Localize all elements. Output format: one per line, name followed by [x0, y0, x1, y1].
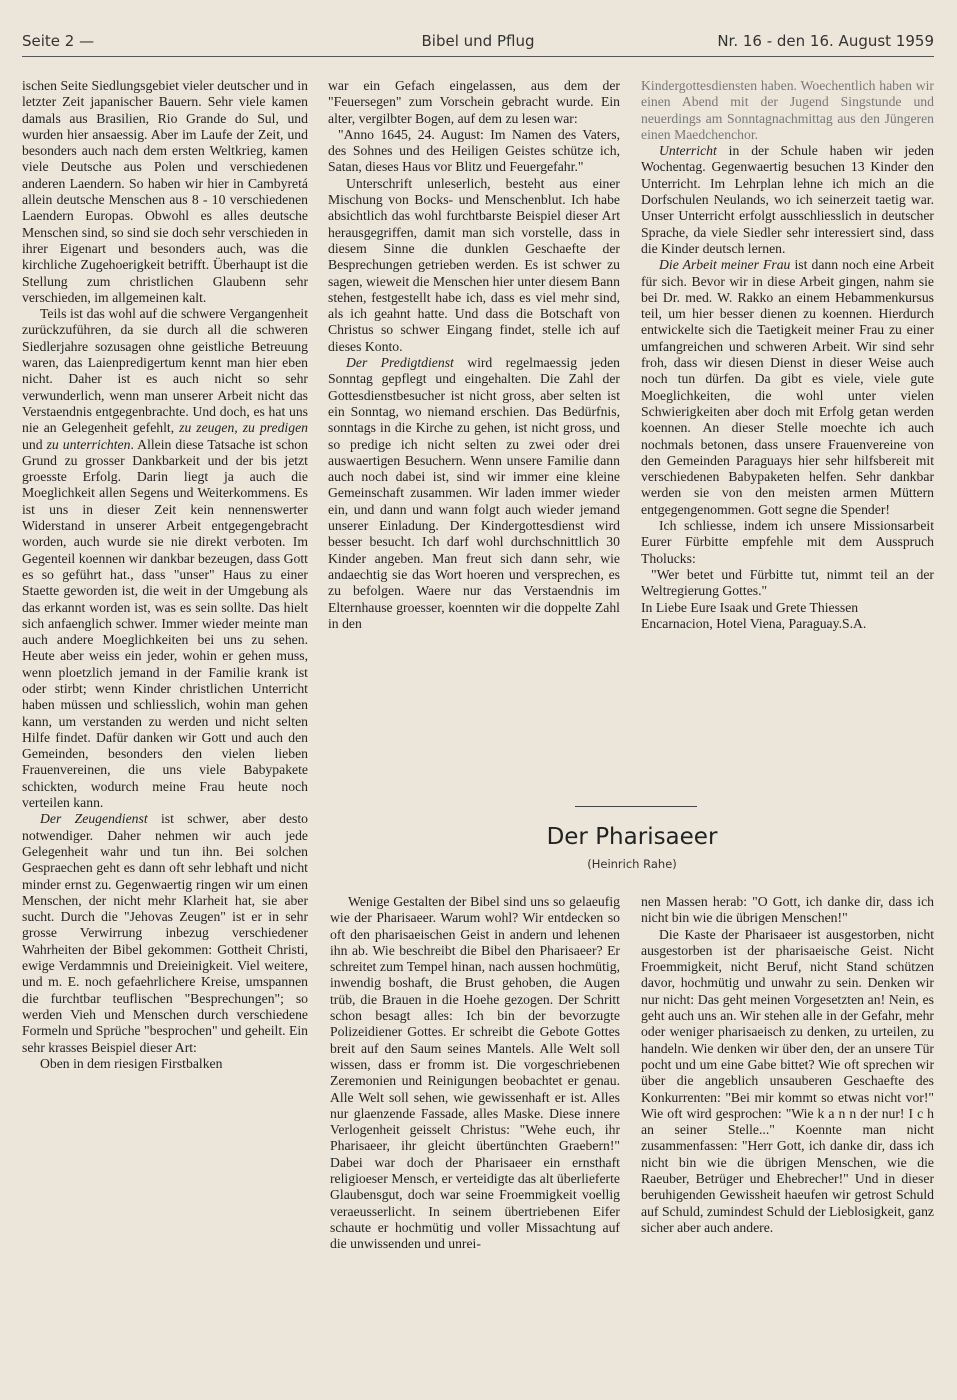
- article1-column-3: [641, 78, 934, 632]
- paragraph: Unterricht in der Schule haben wir jeden Wochentag. Gegenwaertig besuchen 13 Kinder den Unterricht. Im Lehrplan lehne ich mich an die Dorfschulen Neulands, wo ich seinerzeit taetig war. Unser Unterricht erfolgt ausschliesslich in deutscher Sprache, da viele Siedler sehr interessiert sind, dass die Kinder deutsch lernen.: [641, 143, 934, 256]
- paragraph: Kindergottesdiensten haben. Woechentlich haben wir einen Abend mit der Jugend Singstunde und neuerdings am Sonntagnachmittag aus den Jüngeren einen Maedchenchor.: [641, 78, 934, 142]
- publication-title: Bibel und Pflug: [421, 32, 535, 50]
- paragraph: Die Arbeit meiner Frau ist dann noch eine Arbeit für sich. Bevor wir in diese Arbeit gingen, nahm sie bei Dr. med. W. Rakko an einem Hebammenkursus teil, um hier besser dienen zu koennen. Hierdurch entwickelte sich die Taetigkeit meiner Frau zu einer umfangreichen und schweren Arbeit. Wir sind sehr froh, dass wir diesen Dienst in dieser Weise auch noch tun dürfen. Da gibt es viele, viele gute Moeglichkeiten, die wohl unter vielen Schwierigkeiten aber doch mit Erfolg getan werden koennen. An dieser Stelle moechte ich auch nochmals betonen, dass unsere Frauenvereine von den Gemeinden Paraguays hier sehr hilfsbereit mit verschiedenen Babypaketen helfen. Sehr dankbar werden sie von den meisten armen Müttern entgegengenommen. Gott segne die Spender!: [641, 257, 934, 517]
- emphasis: zu zeugen, zu predigen: [179, 420, 308, 436]
- paragraph: ischen Seite Siedlungsgebiet vieler deutscher und in letzter Zeit japanischer Bauern. Sehr viele kamen damals aus Brasilien, Rio Grande do Sul, und wurden hier ansaessig. Aber im Laufe der Zeit, und besonders auch nach dem ersten Weltkrieg, kamen viele Deutsche aus Polen und verschiedenen anderen Laendern. So haben wir hier in Cambyretá allein deutsche Menschen aus 8 - 10 verschiedenen Laendern Europas. Obwohl es alles deutsche Menschen sind, so sind sie doch sehr verschieden in ihrer Eigenart und besonders auch, was die kirchliche Zugehoerigkeit betrifft. Überhaupt ist die Stellung zum christlichen Glaubenn sehr verschieden, im allgemeinen kalt.: [22, 78, 308, 305]
- article1-column-2: [328, 78, 620, 632]
- article-author: (Heinrich Rahe): [587, 857, 677, 871]
- paragraph: Unterschrift unleserlich, besteht aus einer Mischung von Bocks- und Menschenblut. Ich habe absichtlich das wohl furchtbarste Beispiel dieser Art herausgegriffen, damit man sich vorstelle, dass in diesem Sinne die dunklen Geschaefte der Besprechungen getrieben werden. Es ist schwer zu sagen, wieweit die Menschen hier unter diesem Bann stehen, festgestellt habe ich, dass es viel mehr sind, als ich geahnt hatte. Und dass die Botschaft von Christus so schwer Eingang findet, stelle ich auf dieses Konto.: [328, 175, 620, 354]
- header-rule: [22, 56, 934, 57]
- paragraph: nen Massen herab: "O Gott, ich danke dir, dass ich nicht bin wie die übrigen Menschen!": [641, 894, 934, 926]
- section-heading: Der Zeugendienst: [40, 811, 148, 827]
- issue-date: Nr. 16 - den 16. August 1959: [717, 32, 934, 50]
- paragraph: Oben in dem riesigen Firstbalken: [40, 1055, 223, 1071]
- quotation: "Anno 1645, 24. August: Im Namen des Vaters, des Sohnes und des Heiligen Geistes schütze ich, Satan, dieses Haus vor Blitz und Feuergefahr.": [328, 126, 620, 175]
- page-header: [22, 30, 934, 60]
- signature: In Liebe Eure Isaak und Grete Thiessen: [641, 599, 859, 615]
- article-title: Der Pharisaeer: [546, 824, 718, 850]
- address: Encarnacion, Hotel Viena, Paraguay.S.A.: [641, 615, 867, 631]
- paragraph: Die Kaste der Pharisaeer ist ausgestorben, nicht ausgestorben ist der pharisaeische Geist. Nicht Froemmigkeit, nicht Beruf, nicht Stand schützen davor, hochmütig und unwahr zu sein. Denken wir nur nicht: Das geht meinen Vorgesetzten an! Nein, es geht auch uns an. Wir stehen alle in der Gefahr, mehr oder weniger pharisaeisch zu denken, zu urteilen, zu handeln. Wie denken wir über den, der an unsere Tür pocht und um eine Gabe bittet? Wie oft sprechen wir über die angeblich unsauberen Geschaefte des Konkurrenten: "Bei mir kommt so etwas nicht vor!" Wie oft wird gesprochen: "Wie k a n n der nur! I c h an seiner Stelle..." Koennte man nicht zusammenfassen: "Herr Gott, ich danke dir, dass ich nicht bin wie die übrigen Menschen, wie die Raeuber, Betrüger und Ehebrecher!" Und in dieser beruhigenden Gewissheit haeufen wir getrost Schuld auf Schuld, zumindest Schuld der Lieblosigkeit, ganz sicher aber auch andere.: [641, 926, 934, 1235]
- paragraph: Der Predigtdienst wird regelmaessig jeden Sonntag gepflegt und eingehalten. Die Zahl der Gottesdienstbesucher ist nicht gross, aber selten ist ein Sonntag, wo niemand erschien. Das Bedürfnis, sonntags in die Kirche zu gehen, ist nicht gross, und so predige ich nicht selten zu zwei oder drei auswaertigen Besuchern. Wenn unsere Familie dann auch noch dabei ist, sind wir immer eine kleine Gemeinschaft zusammen. Wir laden immer wieder ein, und dann und wann folgt auch wieder jemand unserer Einladung. Der Kindergottesdienst wird besser besucht. Ich darf wohl durchschnittlich 30 Kinder angeben. Man freut sich dann sehr, wie andaechtig sie das Wort hoeren und versprechen, es zu befolgen. Waere nur das Verstaendnis im Elternhause groesser, koennten wir die doppelte Zahl in den: [328, 355, 621, 631]
- paragraph: Der Zeugendienst ist schwer, aber desto notwendiger. Daher nehmen wir auch jede Gelegenheit wahr und tun ihn. Bei solchen Gespraechen geht es dann oft sehr lebhaft und nicht minder ernst zu. Gegenwaertig ringen wir um einen Menschen, der nicht mehr Klarheit hat, sie aber sucht. Durch die "Jehovas Zeugen" ist er in sehr grosse Verwirrung inbezug verschiedener Wahrheiten der Bibel gekommen: Gottheit Christi, ewige Verdammnis und Dreieinigkeit. Viel weitere, und m. E. noch gefaehrlichere Kreise, umspannen die furchtbar teuflischen "Besprechungen"; so werden Vieh und Menschen durch verschiedene Formeln und Sprüche "besprochen" und geheilt. Ein sehr krasses Beispiel dieser Art:: [22, 811, 309, 1055]
- section-heading: Die Arbeit meiner Frau: [659, 257, 791, 273]
- section-heading: Unterricht: [659, 143, 717, 159]
- page-number: Seite 2 —: [22, 32, 95, 50]
- quotation: "Wer betet und Fürbitte tut, nimmt teil an der Weltregierung Gottes.": [641, 566, 934, 599]
- article2-column-2: [641, 894, 934, 1236]
- section-divider: [575, 806, 697, 807]
- paragraph: Ich schliesse, indem ich unsere Missionsarbeit Eurer Fürbitte empfehle mit dem Ausspruch Tholucks:: [641, 518, 934, 566]
- emphasis: zu unterrichten: [46, 436, 131, 452]
- paragraph: Teils ist das wohl auf die schwere Vergangenheit zurückzuführen, da sie durch all die schweren Siedlerjahre sozusagen ohne geistliche Betreuung waren, das Laienpredigertum kennt man hier eben nicht. Daher ist es auch nicht so sehr verwunderlich, wenn man unserer Arbeit nicht das Verstaendnis entgegenbrachte. Und doch, es hat uns nie an Gelegenheit gefehlt, zu zeugen, zu predigen und zu unterrichten. Allein diese Tatsache ist schon Grund zu grosser Dankbarkeit und der bis jetzt groesste Erfolg. Darin liegt ja auch die Moeglichkeit allen Segens und Weiterkommens. Es ist uns in dieser Zeit kein nennenswerter Widerstand in unserer Arbeit entgegengebracht worden, auch wurde sie nie direkt verboten. Im Gegenteil koennen wir dankbar bezeugen, dass Gott es so geführt hat., dass "unser" Haus zu einer Staette geworden ist, die weit in der Umgebung als das erkannt worden ist, was es sein sollte. Das hielt sich anfaenglich schwer. Immer wieder meinte man auch andere Moeglichkeiten bei uns zu sehen. Heute aber weiss ein jeder, wohin er gehen muss, wenn ploetzlich jemand in der Familie krank ist oder stirbt; wenn Kinder christlichen Unterricht haben müssen und schliesslich, wohin man gehen kann, um verstanden zu werden und nicht selten Hilfe findet. Dafür danken wir Gott und auch den Gemeinden, besonders den vielen lieben Frauenvereinen, die uns viele Babypakete schickten, wodurch meine Frau heute noch verteilen kann.: [22, 306, 308, 811]
- article2-column-1: [330, 894, 620, 1253]
- paragraph: war ein Gefach eingelassen, aus dem der "Feuersegen" zum Vorschein gebracht wurde. Ein alter, vergilbter Bogen, auf dem zu lesen war:: [328, 78, 620, 126]
- paragraph: Wenige Gestalten der Bibel sind uns so gelaeufig wie der Pharisaeer. Warum wohl? Wir entdecken so oft den pharisaeischen Geist in andern und lehenen ihn ab. Wie beschreibt die Bibel den Pharisaeer? Er schreitet zum Tempel hinan, nach aussen hochmütig, inwendig boshaft, die Brust gehoben, die Augen trüb, die Brauen in die Hoehe gezogen. Der Schritt schon besagt alles: Ich bin der bevorzugte Polizeidiener Gottes. Er schreibt die Gebote Gottes breit auf den Saum seines Mantels. Alle Welt soll wissen, dass er fromm ist. Die vorgeschriebenen Zeremonien und Reinigungen beobachtet er genau. Alle Welt soll sehen, wie gewissenhaft er ist. Alles nur glaenzende Fassade, alles Maske. Diese innere Verlogenheit geisselt Christus: "Wehe euch, ihr Pharisaeer, ihr gleicht übertünchten Graebern!" Dabei war doch der Pharisaeer ein ernsthaft religioeser Mensch, er verteidigte das alt überlieferte Glaubensgut, doch war seine Froemmigkeit voellig veraeusserlicht. In seinem übertriebenen Eifer schaute er hochmütig und voller Missachtung auf die unwissenden und unrei-: [330, 894, 620, 1252]
- article1-column-1: [22, 78, 308, 1072]
- section-heading: Der Predigtdienst: [346, 355, 454, 371]
